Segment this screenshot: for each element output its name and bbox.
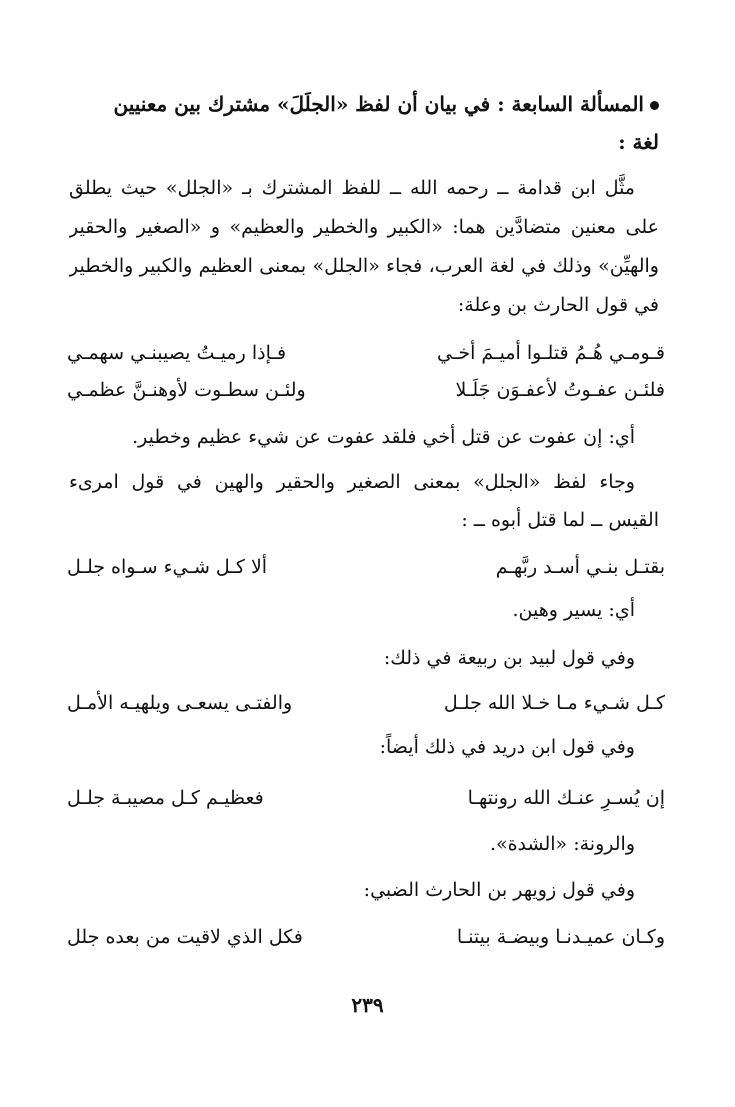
verse-hemistich-second: ألا كـل شـيء سـواه جلـل <box>67 556 268 578</box>
verse-hemistich-first: وكـان عميـدنـا وبيضـة بيتنـا <box>456 926 665 948</box>
verse-hemistich-first: إن يُسـرِ عنـك الله رونتهـا <box>467 787 665 809</box>
verse-hemistich-second: فعظيـم كـل مصيبـة جلـل <box>67 787 264 809</box>
verse-5 <box>67 918 665 956</box>
paragraph-1-line-4: في قول الحارث بن وعلة: <box>457 294 659 316</box>
verse-hemistich-second: والفتـى يسعـى ويلهيـه الأمـل <box>67 692 293 714</box>
paragraph-1-line-2: على معنين متضادَّين هما: «الكبير والخطير والعظيم» و «الصغير والحقير <box>69 216 659 238</box>
paragraph-4: أي: يسير وهين. <box>512 599 635 621</box>
paragraph-8: وفي قول زويهر بن الحارث الضبي: <box>363 879 635 901</box>
paragraph-1-line-3: والهيِّن» وذلك في لغة العرب، فجاء «الجلل» بمعنى العظيم والكبير والخطير <box>69 255 659 277</box>
heading-line-1: المسألة السابعة : في بيان أن لفظ «الجلَلَ» مشترك بين معنيين <box>113 92 644 116</box>
verse-hemistich-first: كـل شـيء مـا خـلا الله جلـل <box>443 692 665 714</box>
verse-1-line-1 <box>67 334 665 372</box>
verse-hemistich-first: قـومـي هُـمُ قتلـوا أميـمَ أخـي <box>436 342 665 364</box>
verse-2 <box>67 548 665 586</box>
paragraph-7: والرونة: «الشدة». <box>489 833 635 855</box>
paragraph-3-line-2: القيس ــ لما قتل أبوه ــ : <box>461 509 659 531</box>
verse-1-line-2 <box>67 371 665 409</box>
paragraph-2: أي: إن عفوت عن قتل أخي فلقد عفوت عن شيء عظيم وخطير. <box>132 426 635 448</box>
bullet-icon <box>650 101 659 110</box>
verse-4 <box>67 779 665 817</box>
verse-3 <box>67 684 665 722</box>
verse-hemistich-second: فـإذا رميـتُ يصيبنـي سهمـي <box>67 342 287 364</box>
verse-hemistich-first: فلئـن عفـوتُ لأعفـوَن جَلَـلا <box>455 379 665 401</box>
verse-hemistich-first: بقتـل بنـي أسـد ربَّهـم <box>495 556 665 578</box>
paragraph-1-line-1: مثَّل ابن قدامة ــ رحمه الله ــ للفظ المشترك بـ «الجلل» حيث يطلق <box>69 177 635 199</box>
paragraph-6: وفي قول ابن دريد في ذلك أيضاً: <box>379 736 635 758</box>
paragraph-5: وفي قول لبيد بن ربيعة في ذلك: <box>383 647 635 669</box>
section-heading <box>69 86 659 122</box>
verse-hemistich-second: ولئـن سطـوت لأوهنـنَّ عظمـي <box>67 379 306 401</box>
verse-hemistich-second: فكل الذي لاقيت من بعده جلل <box>67 926 303 948</box>
heading-line-2: لغة : <box>618 130 659 154</box>
paragraph-3-line-1: وجاء لفظ «الجلل» بمعنى الصغير والحقير والهين في قول امرىء <box>69 471 635 493</box>
page-number: ٢٣٩ <box>351 993 384 1017</box>
